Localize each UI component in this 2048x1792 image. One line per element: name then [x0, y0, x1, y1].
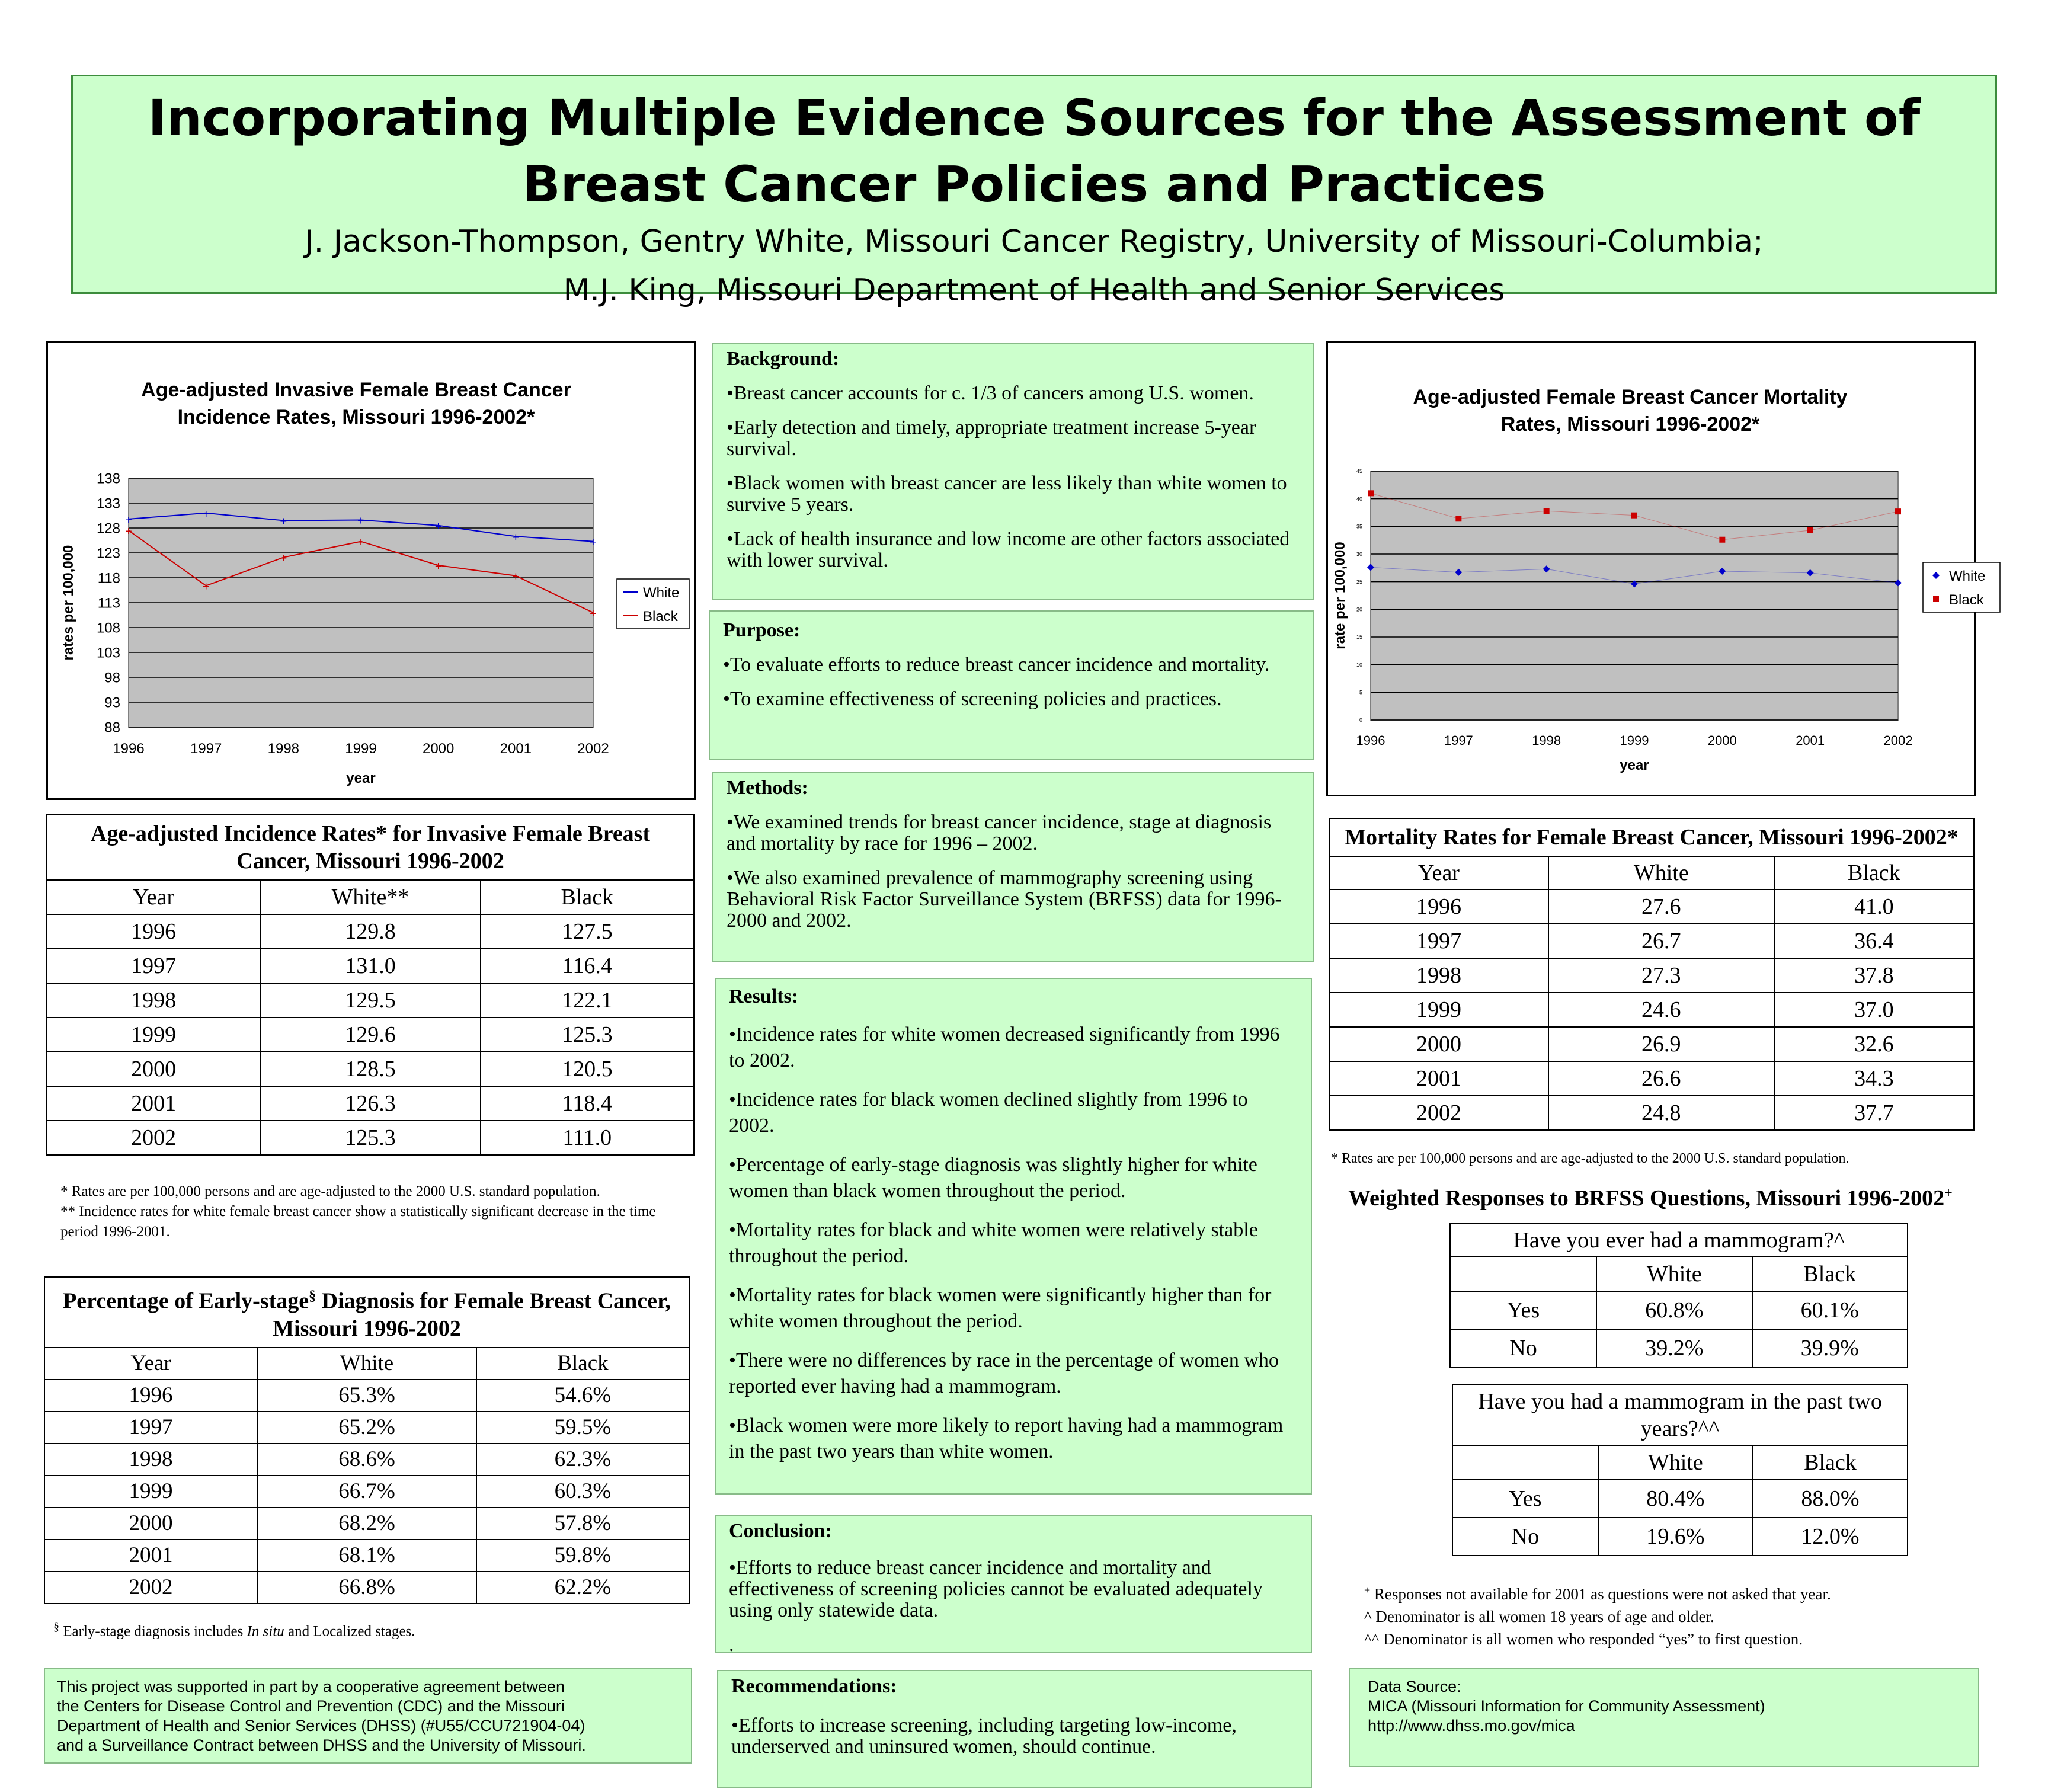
- table-cell: 125.3: [481, 1017, 694, 1052]
- mortality-table-caption: Mortality Rates for Female Breast Cancer, Missouri 1996-2002*: [1329, 818, 1975, 856]
- y-tick-label: 5: [1359, 689, 1362, 696]
- table-row: [44, 1572, 689, 1604]
- table-header-row: [1329, 856, 1974, 889]
- table-cell: 39.9%: [1752, 1329, 1908, 1367]
- purpose-heading: Purpose:: [723, 619, 801, 641]
- brfss-note-3: ^^ Denominator is all women who responded “yes” to first question.: [1364, 1630, 1803, 1648]
- mortality-chart: [1328, 343, 1986, 795]
- table-cell: 116.4: [481, 949, 694, 983]
- chart-title: Age-adjusted Female Breast Cancer Mortality: [1413, 386, 1848, 408]
- data-point-black: [1368, 490, 1374, 496]
- table-cell: 62.3%: [476, 1444, 689, 1476]
- table-row: [47, 949, 694, 983]
- brfss-title-text: Weighted Responses to BRFSS Questions, Missouri 1996-2002: [1348, 1186, 1945, 1211]
- data-point-white: +: [202, 507, 210, 521]
- table-header-cell: Year: [44, 1348, 257, 1380]
- data-point-black: +: [512, 570, 520, 584]
- y-tick-label: 88: [104, 719, 120, 736]
- authors-line-2: M.J. King, Missouri Department of Health and Senior Services: [563, 273, 1505, 308]
- title-banner: [71, 75, 1997, 308]
- table-row: [1452, 1480, 1908, 1518]
- table-cell: 24.8: [1548, 1096, 1774, 1130]
- results-bullet-4: •Mortality rates for black and white women were relatively stable throughout the period.: [729, 1219, 1258, 1267]
- data-point-white: +: [280, 515, 287, 529]
- x-tick-label: 2002: [577, 741, 609, 757]
- table-cell: 39.2%: [1596, 1329, 1752, 1367]
- legend-label-black: Black: [1949, 592, 1984, 608]
- brfss-q1-table: [1449, 1223, 1908, 1368]
- title-line-1: Incorporating Multiple Evidence Sources for the Assessment of: [148, 89, 1921, 147]
- data-point-white: +: [590, 536, 597, 549]
- table-cell: 68.6%: [257, 1444, 476, 1476]
- x-tick-label: 1997: [1444, 733, 1473, 748]
- data-point-white: +: [434, 520, 442, 533]
- data-point-white: +: [125, 513, 132, 527]
- incidence-chart-box: [46, 341, 696, 800]
- results-section: [715, 978, 1312, 1495]
- y-tick-label: 35: [1356, 523, 1362, 530]
- recommendations-bullet-1: •Efforts to increase screening, including targeting low-income, underserved and uninsured women, should continue.: [731, 1714, 1237, 1758]
- chart-title: Rates, Missouri 1996-2002*: [1500, 413, 1760, 436]
- data-point-white: +: [357, 514, 364, 528]
- table-cell: 129.5: [260, 983, 480, 1017]
- recommendations-heading: Recommendations:: [731, 1675, 897, 1697]
- table-cell: 129.6: [260, 1017, 480, 1052]
- table-cell: 1999: [47, 1017, 260, 1052]
- y-tick-label: 98: [104, 670, 120, 686]
- table-cell: 127.5: [481, 914, 694, 949]
- y-tick-label: 123: [96, 545, 120, 562]
- table-header-cell: White**: [260, 880, 480, 914]
- results-heading: Results:: [729, 985, 799, 1007]
- table-cell: Yes: [1450, 1291, 1596, 1329]
- table-header-cell: Black: [1774, 856, 1974, 889]
- table-row: [44, 1444, 689, 1476]
- data-point-black: +: [280, 552, 287, 565]
- incidence-chart: [48, 343, 694, 798]
- table-cell: 118.4: [481, 1086, 694, 1121]
- brfss-q1-question: Have you ever had a mammogram?^: [1449, 1223, 1908, 1256]
- table-cell: 2002: [44, 1572, 257, 1604]
- incidence-table-body: [47, 914, 694, 1155]
- y-tick-label: 45: [1356, 468, 1362, 475]
- conclusion-section: [715, 1515, 1312, 1656]
- table-row: [1450, 1291, 1908, 1329]
- table-row: [47, 1086, 694, 1121]
- incidence-note-1: * Rates are per 100,000 persons and are age-adjusted to the 2000 U.S. standard population.: [60, 1183, 600, 1199]
- data-source-name: MICA (Missouri Information for Community Assessment): [1368, 1697, 1765, 1715]
- purpose-bullet-1: •To evaluate efforts to reduce breast cancer incidence and mortality.: [723, 654, 1270, 676]
- table-header-row: [1450, 1257, 1908, 1291]
- data-point-black: [1719, 537, 1725, 543]
- table-cell: 60.8%: [1596, 1291, 1752, 1329]
- y-tick-label: 30: [1356, 551, 1362, 558]
- table-cell: 2000: [44, 1508, 257, 1540]
- funding-line-4: and a Surveillance Contract between DHSS and the University of Missouri.: [57, 1736, 586, 1754]
- table-row: [47, 914, 694, 949]
- table-cell: 125.3: [260, 1121, 480, 1155]
- table-row: [44, 1540, 689, 1572]
- table-cell: 1999: [1329, 993, 1548, 1027]
- data-point-white: +: [512, 531, 520, 545]
- table-cell: 66.8%: [257, 1572, 476, 1604]
- brfss-q2-body: [1452, 1480, 1908, 1556]
- brfss-q2-question: Have you had a mammogram in the past two years?^^: [1452, 1384, 1908, 1445]
- table-cell: 1998: [44, 1444, 257, 1476]
- table-cell: 80.4%: [1598, 1480, 1753, 1518]
- incidence-table-notes: [60, 1182, 689, 1242]
- table-header-row: [47, 880, 694, 914]
- brfss-q2-table: [1452, 1384, 1908, 1556]
- conclusion-dot: .: [729, 1634, 734, 1656]
- y-tick-label: 93: [104, 695, 120, 711]
- table-row: [44, 1476, 689, 1508]
- x-axis-label: year: [346, 770, 376, 786]
- results-bullet-5: •Mortality rates for black women were significantly higher than for white women throughout the period.: [729, 1284, 1272, 1332]
- table-cell: 1996: [44, 1380, 257, 1412]
- table-cell: 26.6: [1548, 1061, 1774, 1096]
- incidence-table-caption: Age-adjusted Incidence Rates* for Invasive Female Breast Cancer, Missouri 1996-2002: [46, 814, 695, 879]
- x-axis-label: year: [1620, 757, 1649, 773]
- table-row: [1450, 1329, 1908, 1367]
- authors-line-1: J. Jackson-Thompson, Gentry White, Missouri Cancer Registry, University of Missouri-Columbia;: [305, 224, 1764, 260]
- results-bullet-3: •Percentage of early-stage diagnosis was slightly higher for white women than black women throughout the period.: [729, 1154, 1257, 1202]
- data-source-label: Data Source:: [1368, 1678, 1461, 1695]
- table-row: [47, 1121, 694, 1155]
- table-cell: 60.3%: [476, 1476, 689, 1508]
- funding-line-1: This project was supported in part by a cooperative agreement between: [57, 1678, 565, 1695]
- table-row: [1329, 993, 1974, 1027]
- background-section: [712, 343, 1314, 600]
- table-cell: 34.3: [1774, 1061, 1974, 1096]
- table-cell: 65.3%: [257, 1380, 476, 1412]
- table-cell: 129.8: [260, 914, 480, 949]
- legend-label-black: Black: [643, 609, 678, 625]
- table-row: [44, 1380, 689, 1412]
- table-cell: 37.7: [1774, 1096, 1974, 1130]
- y-tick-label: 118: [97, 570, 120, 587]
- x-tick-label: 1998: [267, 741, 300, 757]
- plot-area: [1371, 471, 1898, 720]
- table-header-cell: Black: [1752, 1257, 1908, 1291]
- table-cell: 1997: [1329, 924, 1548, 958]
- methods-heading: Methods:: [727, 777, 808, 799]
- brfss-q1-body: [1450, 1291, 1908, 1367]
- table-cell: 19.6%: [1598, 1518, 1753, 1556]
- legend-swatch-black: [1933, 596, 1939, 602]
- table-cell: 62.2%: [476, 1572, 689, 1604]
- table-row: [44, 1508, 689, 1540]
- table-cell: 2000: [47, 1052, 260, 1086]
- y-tick-label: 113: [97, 595, 120, 612]
- table-cell: 2002: [1329, 1096, 1548, 1130]
- table-header-cell: Year: [1329, 856, 1548, 889]
- table-cell: 2001: [44, 1540, 257, 1572]
- table-row: [1452, 1518, 1908, 1556]
- y-tick-label: 138: [96, 471, 120, 487]
- table-cell: Yes: [1452, 1480, 1598, 1518]
- table-cell: 59.5%: [476, 1412, 689, 1444]
- note-text-italic: In situ: [247, 1623, 284, 1640]
- table-cell: 26.9: [1548, 1027, 1774, 1061]
- table-row: [1329, 1027, 1974, 1061]
- table-cell: 68.1%: [257, 1540, 476, 1572]
- table-cell: 2001: [1329, 1061, 1548, 1096]
- table-cell: 131.0: [260, 949, 480, 983]
- title-line-2: Breast Cancer Policies and Practices: [522, 155, 1546, 213]
- table-cell: 60.1%: [1752, 1291, 1908, 1329]
- table-cell: 68.2%: [257, 1508, 476, 1540]
- mortality-chart-box: [1326, 341, 1986, 796]
- legend-label-white: White: [1949, 568, 1986, 584]
- results-bullet-6: •There were no differences by race in the percentage of women who reported ever having had a mammogram.: [729, 1349, 1279, 1397]
- table-cell: 1997: [44, 1412, 257, 1444]
- table-cell: 59.8%: [476, 1540, 689, 1572]
- table-header-cell: Black: [476, 1348, 689, 1380]
- table-cell: 120.5: [481, 1052, 694, 1086]
- brfss-note-1-text: Responses not available for 2001 as questions were not asked that year.: [1370, 1585, 1831, 1603]
- table-row: [1329, 889, 1974, 924]
- mortality-table-body: [1329, 889, 1974, 1130]
- y-tick-label: 133: [96, 495, 120, 512]
- table-header-row: [44, 1348, 689, 1380]
- table-cell: 126.3: [260, 1086, 480, 1121]
- table-cell: 2000: [1329, 1027, 1548, 1061]
- background-bullet-3: •Black women with breast cancer are less likely than white women to survive 5 years.: [727, 472, 1287, 516]
- data-point-black: +: [357, 536, 364, 549]
- mortality-table: [1329, 818, 1975, 1131]
- brfss-notes: [1364, 1579, 1980, 1650]
- y-tick-label: 128: [96, 520, 120, 537]
- funding-line-2: the Centers for Disease Control and Prevention (CDC) and the Missouri: [57, 1697, 565, 1715]
- table-cell: No: [1450, 1329, 1596, 1367]
- conclusion-bullet-1: •Efforts to reduce breast cancer incidence and mortality and effectiveness of screening policies cannot be evaluated adequately using only statewide data.: [729, 1557, 1263, 1621]
- table-cell: 2001: [47, 1086, 260, 1121]
- early-stage-table-body: [44, 1380, 689, 1604]
- data-point-black: [1631, 513, 1637, 519]
- background-bullet-2: •Early detection and timely, appropriate treatment increase 5-year survival.: [727, 417, 1256, 460]
- data-source-url[interactable]: http://www.dhss.mo.gov/mica: [1368, 1717, 1575, 1735]
- table-cell: 1998: [47, 983, 260, 1017]
- data-source-box: [1349, 1668, 1979, 1767]
- y-tick-label: 108: [96, 620, 120, 636]
- table-cell: 24.6: [1548, 993, 1774, 1027]
- table-header-cell: White: [257, 1348, 476, 1380]
- data-point-black: +: [590, 607, 597, 620]
- purpose-bullet-2: •To examine effectiveness of screening policies and practices.: [723, 688, 1222, 710]
- early-stage-table: [44, 1276, 690, 1604]
- table-row: [47, 1017, 694, 1052]
- x-tick-label: 1997: [190, 741, 222, 757]
- x-tick-label: 2000: [422, 741, 455, 757]
- funding-box: [44, 1668, 692, 1764]
- note-text-a: Early-stage diagnosis includes: [59, 1623, 247, 1640]
- data-point-black: [1895, 508, 1901, 514]
- data-point-black: +: [202, 580, 210, 594]
- data-point-black: +: [434, 560, 442, 573]
- data-point-black: +: [125, 525, 132, 539]
- mortality-table-note: * Rates are per 100,000 persons and are age-adjusted to the 2000 U.S. standard population.: [1331, 1151, 1849, 1166]
- table-row: [1329, 924, 1974, 958]
- brfss-note-plus: +: [1364, 1584, 1371, 1596]
- x-tick-label: 1999: [345, 741, 377, 757]
- incidence-table: [46, 814, 695, 1156]
- table-header-cell: [1450, 1257, 1596, 1291]
- table-cell: 37.0: [1774, 993, 1974, 1027]
- table-cell: 37.8: [1774, 958, 1974, 993]
- background-bullet-4: •Lack of health insurance and low income are other factors associated with lower survival.: [727, 528, 1290, 571]
- table-cell: 41.0: [1774, 889, 1974, 924]
- table-header-cell: White: [1598, 1445, 1753, 1480]
- y-tick-label: 40: [1356, 495, 1362, 502]
- chart-title: Incidence Rates, Missouri 1996-2002*: [177, 406, 535, 428]
- table-cell: 122.1: [481, 983, 694, 1017]
- table-cell: 1996: [47, 914, 260, 949]
- brfss-title-plus: +: [1944, 1185, 1953, 1201]
- early-stage-table-caption: [44, 1276, 690, 1347]
- table-cell: 111.0: [481, 1121, 694, 1155]
- caption-section-symbol: §: [309, 1288, 316, 1304]
- table-cell: 27.3: [1548, 958, 1774, 993]
- brfss-note-1: [1364, 1579, 1980, 1605]
- table-header-cell: Black: [1753, 1445, 1908, 1480]
- conclusion-heading: Conclusion:: [729, 1520, 832, 1542]
- brfss-title: [1321, 1185, 1979, 1211]
- table-cell: 32.6: [1774, 1027, 1974, 1061]
- y-axis-label: rate per 100,000: [1332, 542, 1348, 649]
- y-tick-label: 15: [1356, 634, 1362, 641]
- table-cell: 66.7%: [257, 1476, 476, 1508]
- recommendations-section: [717, 1670, 1312, 1788]
- y-tick-label: 25: [1356, 578, 1362, 585]
- table-cell: No: [1452, 1518, 1598, 1556]
- table-cell: 1997: [47, 949, 260, 983]
- table-header-cell: Black: [481, 880, 694, 914]
- y-tick-label: 20: [1356, 606, 1362, 613]
- brfss-note-2: ^ Denominator is all women 18 years of age and older.: [1364, 1608, 1714, 1625]
- note-section-symbol: §: [53, 1620, 59, 1633]
- table-cell: 88.0%: [1753, 1480, 1908, 1518]
- table-cell: 1996: [1329, 889, 1548, 924]
- table-row: [47, 1052, 694, 1086]
- y-axis-label: rates per 100,000: [60, 545, 76, 661]
- data-point-black: [1455, 516, 1461, 521]
- data-point-black: [1544, 508, 1550, 514]
- table-row: [44, 1412, 689, 1444]
- table-row: [47, 983, 694, 1017]
- table-header-cell: White: [1548, 856, 1774, 889]
- background-heading: Background:: [727, 348, 840, 370]
- results-bullet-1: •Incidence rates for white women decreased significantly from 1996 to 2002.: [729, 1023, 1280, 1071]
- funding-line-3: Department of Health and Senior Services (DHSS) (#U55/CCU721904-04): [57, 1717, 585, 1735]
- chart-title: Age-adjusted Invasive Female Breast Cancer: [141, 379, 571, 401]
- results-bullet-2: •Incidence rates for black women declined slightly from 1996 to 2002.: [729, 1089, 1248, 1137]
- table-cell: 27.6: [1548, 889, 1774, 924]
- purpose-section: [709, 610, 1314, 760]
- table-cell: 128.5: [260, 1052, 480, 1086]
- x-tick-label: 1998: [1532, 733, 1561, 748]
- methods-bullet-2: •We also examined prevalence of mammography screening using Behavioral Risk Factor Surveillance System (BRFSS) data for 1996-2000 and 2002.: [727, 867, 1282, 932]
- x-tick-label: 2000: [1707, 733, 1737, 748]
- y-tick-label: 103: [96, 645, 120, 661]
- note-text-b: and Localized stages.: [284, 1623, 415, 1640]
- caption-part-1: Percentage of Early-stage: [63, 1288, 309, 1314]
- table-header-row: [1452, 1445, 1908, 1480]
- table-row: [1329, 1061, 1974, 1096]
- table-cell: 65.2%: [257, 1412, 476, 1444]
- table-header-cell: [1452, 1445, 1598, 1480]
- y-tick-label: 0: [1359, 717, 1362, 724]
- table-header-cell: Year: [47, 880, 260, 914]
- caption-part-2: Diagnosis for Female Breast Cancer, Missouri 1996-2002: [273, 1288, 671, 1341]
- x-tick-label: 2001: [500, 741, 532, 757]
- incidence-note-2: ** Incidence rates for white female breast cancer show a statistically significant decrease in the time period 1996-2001.: [60, 1204, 656, 1240]
- results-bullet-7: •Black women were more likely to report having had a mammogram in the past two years than white women.: [729, 1415, 1284, 1463]
- poster-title: [73, 85, 1995, 217]
- table-cell: 1999: [44, 1476, 257, 1508]
- table-cell: 26.7: [1548, 924, 1774, 958]
- table-cell: 12.0%: [1753, 1518, 1908, 1556]
- table-cell: 2002: [47, 1121, 260, 1155]
- table-cell: 36.4: [1774, 924, 1974, 958]
- x-tick-label: 1996: [1356, 733, 1385, 748]
- x-tick-label: 1996: [113, 741, 145, 757]
- data-point-black: [1807, 527, 1813, 533]
- table-row: [1329, 1096, 1974, 1130]
- table-cell: 54.6%: [476, 1380, 689, 1412]
- table-row: [1329, 958, 1974, 993]
- background-bullet-1: •Breast cancer accounts for c. 1/3 of cancers among U.S. women.: [727, 382, 1254, 404]
- x-tick-label: 2002: [1883, 733, 1913, 748]
- x-tick-label: 1999: [1620, 733, 1649, 748]
- methods-bullet-1: •We examined trends for breast cancer incidence, stage at diagnosis and mortality by race for 1996 – 2002.: [727, 811, 1272, 855]
- legend-label-white: White: [643, 585, 680, 601]
- table-cell: 1998: [1329, 958, 1548, 993]
- x-tick-label: 2001: [1796, 733, 1825, 748]
- methods-section: [712, 772, 1314, 962]
- table-header-cell: White: [1596, 1257, 1752, 1291]
- early-stage-note: [53, 1617, 415, 1641]
- y-tick-label: 10: [1356, 661, 1362, 668]
- table-cell: 57.8%: [476, 1508, 689, 1540]
